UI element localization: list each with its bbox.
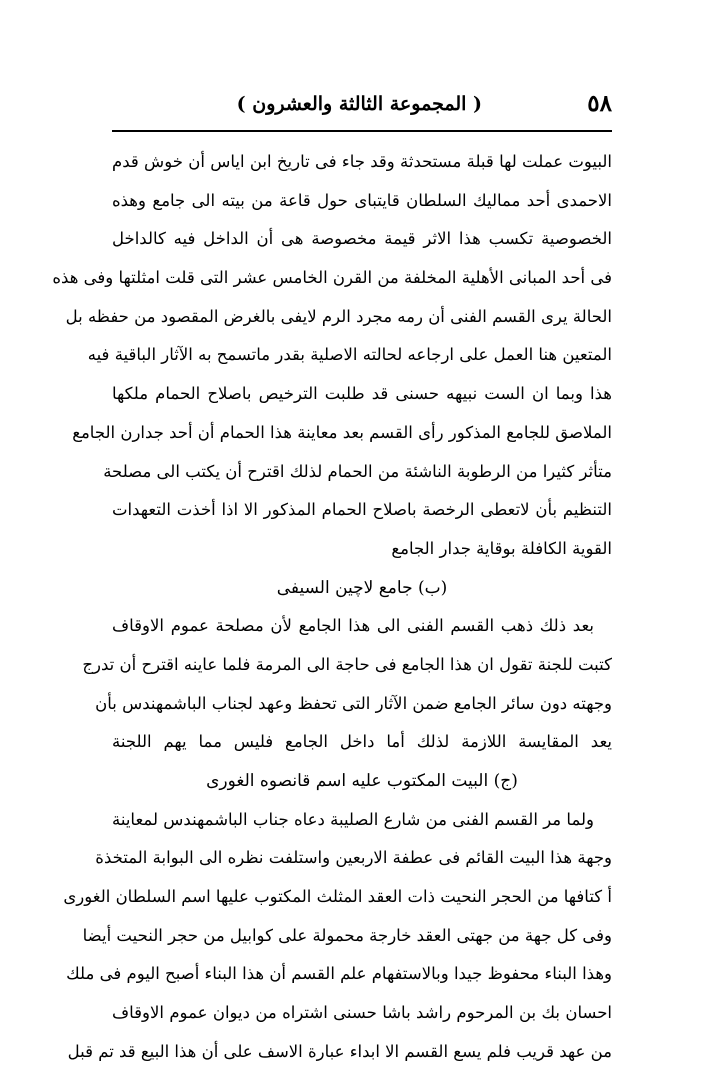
page-header (112, 88, 612, 124)
text-line: بعد ذلك ذهب القسم الفنى الى هذا الجامع لأن مصلحة عموم الاوقاف (112, 616, 594, 636)
text-line: وفى كل جهة من جهتى العقد خارجة محمولة على كوابيل من حجر النحيت أيضا (82, 925, 612, 945)
section-heading: (ب) جامع لاچين السيفى (276, 577, 448, 598)
text-line: فى أحد المبانى الأهلية المخلفة من القرن الخامس عشر التى قلت امثلتها وفى هذه (52, 268, 612, 288)
section-heading: (ج) البيت المكتوب عليه اسم قانصوه الغورى (206, 771, 518, 791)
page-number: ٥٨ (587, 90, 612, 117)
header-rule (112, 130, 612, 132)
text-line: المتعين هنا العمل على ارجاعه لحالته الاصلية بقدر ماتسمح به الآثار الباقية فيه (87, 345, 612, 365)
running-title: ( المجموعة الثالثة والعشرون ) (236, 93, 482, 115)
text-line: الملاصق للجامع المذكور رأى القسم بعد معاينة هذا الحمام أن أحد جدارن الجامع (72, 422, 612, 442)
text-line: يعد المقايسة اللازمة لذلك أما داخل الجامع فليس مما يهم اللجنة (112, 732, 612, 752)
text-line: من عهد قريب فلم يسع القسم الا ابداء عبارة الاسف على أن هذا البيع قد تم قبل (67, 1041, 612, 1061)
text-line: التنظيم بأن لاتعطى الرخصة باصلاح الحمام المذكور الا اذا أخذت التعهدات (112, 500, 612, 520)
text-line: الاحمدى أحد مماليك السلطان قايتباى حول قاعة من بيته الى جامع وهذه (112, 190, 612, 210)
text-line: البيوت عملت لها قبلة مستحدثة وقد جاء فى تاريخ ابن اياس أن خوش قدم (112, 152, 612, 171)
text-line: وهذا البناء محفوظ جيدا وبالاستفهام علم القسم أن هذا البناء أصبح اليوم فى ملك (66, 964, 612, 984)
text-line: أ كتافها من الحجر النحيت ذات العقد المثلث المكتوب عليها اسم السلطان الغورى (63, 887, 612, 907)
text-line: هذا وبما ان الست نبيهه حسنى قد طلبت الترخيص باصلاح الحمام ملكها (112, 384, 612, 404)
text-line: ولما مر القسم الفنى من شارع الصليبة دعاه جناب الباشمهندس لمعاينة (112, 809, 594, 829)
text-line: وجهته دون سائر الجامع ضمن الآثار التى تحفظ وعهد لجناب الباشمهندس بأن (95, 693, 612, 713)
text-line: الخصوصية تكسب هذا الاثر قيمة مخصوصة هى أن الداخل فيه كالداخل (112, 229, 612, 249)
text-line: القوية الكافلة بوقاية جدار الجامع (391, 538, 612, 558)
text-line: متأثر كثيرا من الرطوبة الناشئة من الحمام لذلك اقترح أن يكتب الى مصلحة (103, 461, 612, 481)
body-text (52, 143, 612, 1072)
text-line: وجهة هذا البيت القائم فى عطفة الاربعين واستلفت نظره الى البوابة المتخذة (95, 848, 612, 868)
text-line: احسان بك بن المرحوم راشد باشا حسنى اشتراه من ديوان عموم الاوقاف (112, 1003, 612, 1023)
text-line: كتبت للجنة تقول ان هذا الجامع فى حاجة الى المرمة فلما عاينه اقترح أن تدرج (82, 654, 612, 674)
text-line: الحالة يرى القسم الفنى أن رمه مجرد الرم لايفى بالغرض المقصود من حفظه بل (65, 306, 612, 326)
